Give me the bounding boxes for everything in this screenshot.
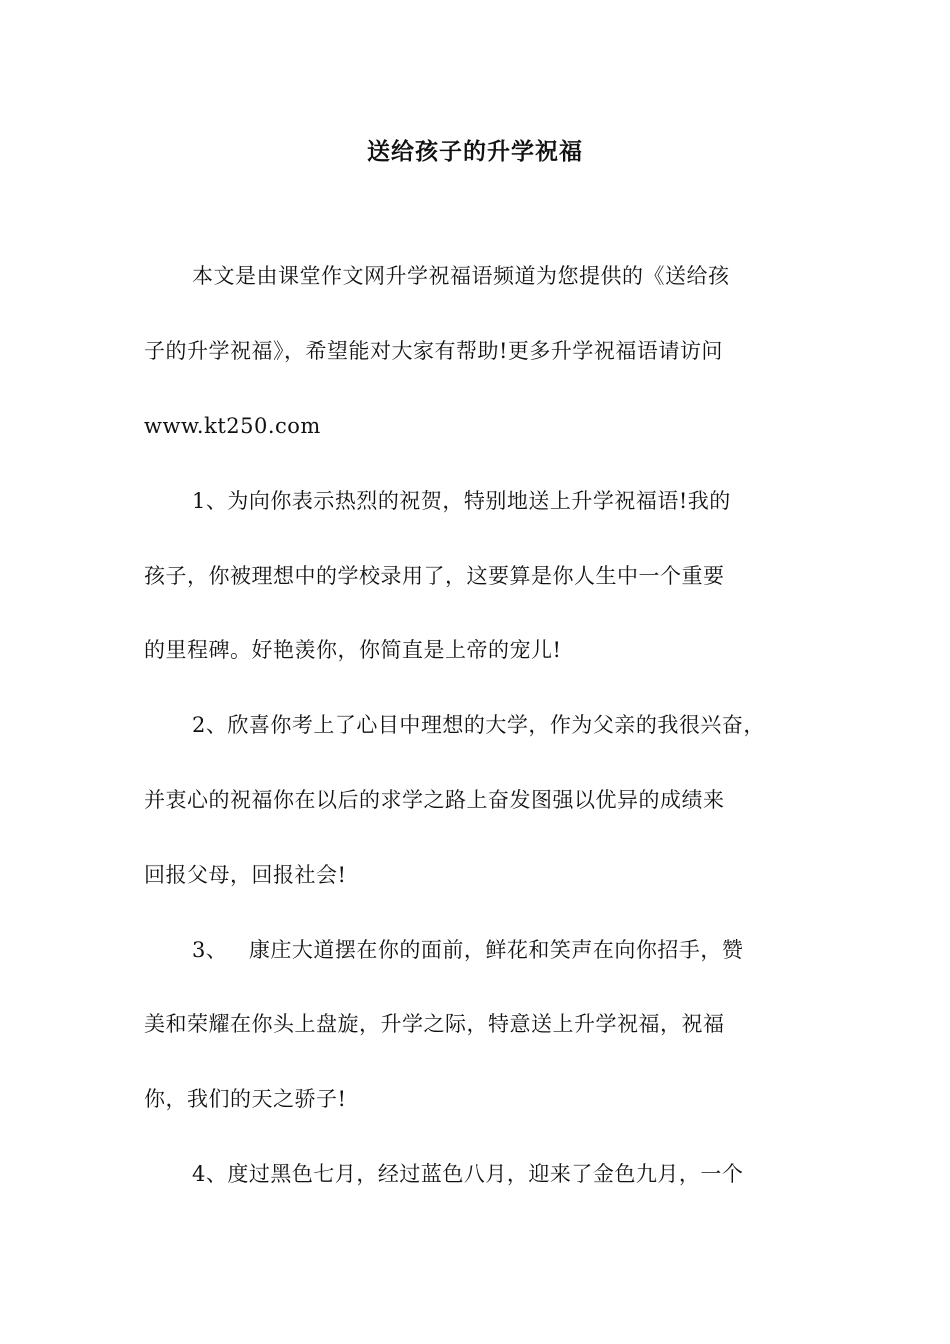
item3-line-3: 你，我们的天之骄子! [144, 1087, 347, 1111]
item2-line-1: 2、欣喜你考上了心目中理想的大学，作为父亲的我很兴奋， [192, 713, 765, 737]
intro-line-2: 子的升学祝福》，希望能对大家有帮助!更多升学祝福语请访问 [144, 339, 723, 363]
item2-line-2: 并衷心的祝福你在以后的求学之路上奋发图强以优异的成绩来 [144, 788, 725, 812]
intro-line-1: 本文是由课堂作文网升学祝福语频道为您提供的《送给孩 [192, 264, 730, 288]
item4-line-1: 4、度过黑色七月，经过蓝色八月，迎来了金色九月，一个 [192, 1162, 744, 1186]
item1-line-3: 的里程碑。好艳羡你，你简直是上帝的宠儿! [144, 638, 562, 662]
item1-line-2: 孩子，你被理想中的学校录用了，这要算是你人生中一个重要 [144, 564, 725, 588]
item2-line-3: 回报父母，回报社会! [144, 863, 347, 887]
item1-line-1: 1、为向你表示热烈的祝贺，特别地送上升学祝福语!我的 [192, 489, 731, 513]
intro-url: www.kt250.com [144, 414, 321, 438]
item3-line-2: 美和荣耀在你头上盘旋，升学之际，特意送上升学祝福，祝福 [144, 1012, 725, 1036]
document-title: 送给孩子的升学祝福 [367, 139, 583, 165]
item3-line-1: 3、 康庄大道摆在你的面前，鲜花和笑声在向你招手，赞 [192, 938, 744, 962]
